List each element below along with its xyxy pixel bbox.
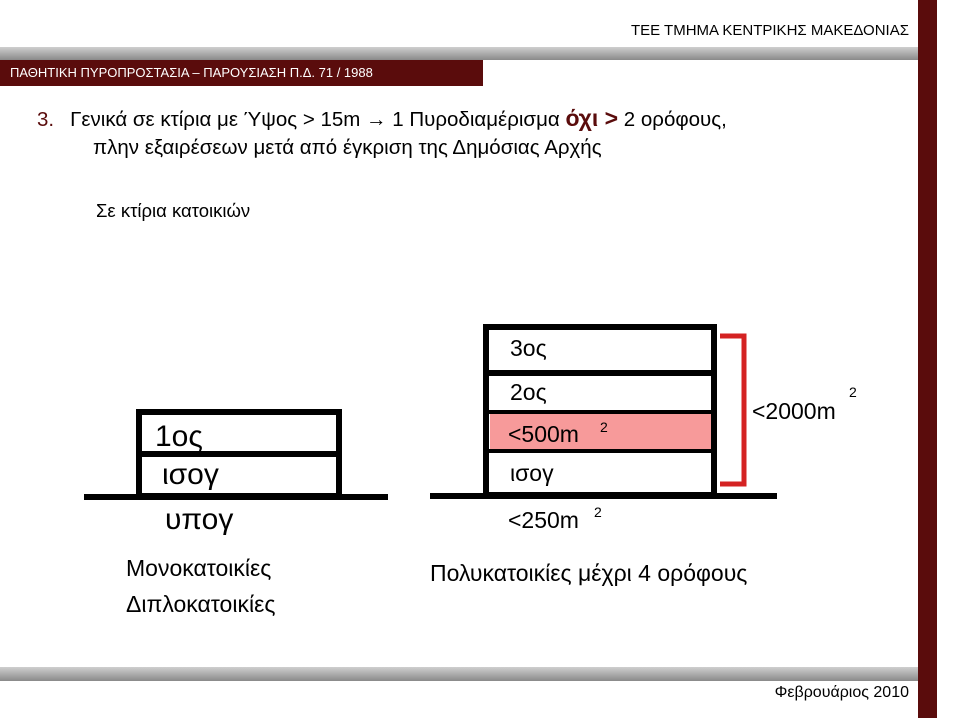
- line1-accent: όχι >: [565, 105, 619, 131]
- total-area-label: <2000m: [752, 398, 836, 424]
- total-area-sup: 2: [849, 384, 857, 400]
- left-floor-basement: υπογ: [165, 503, 234, 536]
- right-floor-2: 2ος: [510, 379, 547, 405]
- right-floor-ground: ισογ: [510, 460, 554, 486]
- red-bracket: [720, 336, 744, 484]
- right-floor-1-area: <500m: [508, 421, 579, 447]
- right-basement-sup: 2: [594, 504, 602, 520]
- line1-post: 2 ορόφους,: [618, 108, 727, 131]
- left-caption-line1: Μονοκατοικίες: [126, 555, 272, 581]
- right-floor-3: 3ος: [510, 335, 547, 361]
- footer-date: Φεβρουάριος 2010: [774, 684, 909, 701]
- right-basement-area: <250m: [508, 507, 579, 533]
- organization-title: ΤΕΕ ΤΜΗΜΑ ΚΕΝΤΡΙΚΗΣ ΜΑΚΕΔΟΝΙΑΣ: [630, 22, 909, 39]
- left-caption-line2: Διπλοκατοικίες: [126, 591, 276, 617]
- bottom-divider: [0, 667, 918, 681]
- left-floor-ground: ισογ: [162, 458, 219, 491]
- left-floor-1: 1ος: [155, 420, 203, 453]
- header-band: ΠΑΘΗΤΙΚΗ ΠΥΡΟΠΡΟΣΤΑΣΙΑ – ΠΑΡΟΥΣΙΑΣΗ Π.Δ. 71 / 1988: [0, 60, 483, 86]
- line1-pre: Γενικά σε κτίρια με Ύψος > 15m: [70, 108, 367, 131]
- right-caption: Πολυκατοικίες μέχρι 4 ορόφους: [430, 560, 748, 586]
- arrow-icon: →: [366, 108, 387, 131]
- item-number: 3.: [37, 108, 55, 131]
- right-floor-1-sup: 2: [600, 419, 608, 435]
- line2: πλην εξαιρέσεων μετά από έγκριση της Δημόσιας Αρχής: [93, 136, 602, 159]
- subheading: Σε κτίρια κατοικιών: [96, 200, 251, 221]
- line1-mid: 1 Πυροδιαμέρισμα: [386, 108, 566, 131]
